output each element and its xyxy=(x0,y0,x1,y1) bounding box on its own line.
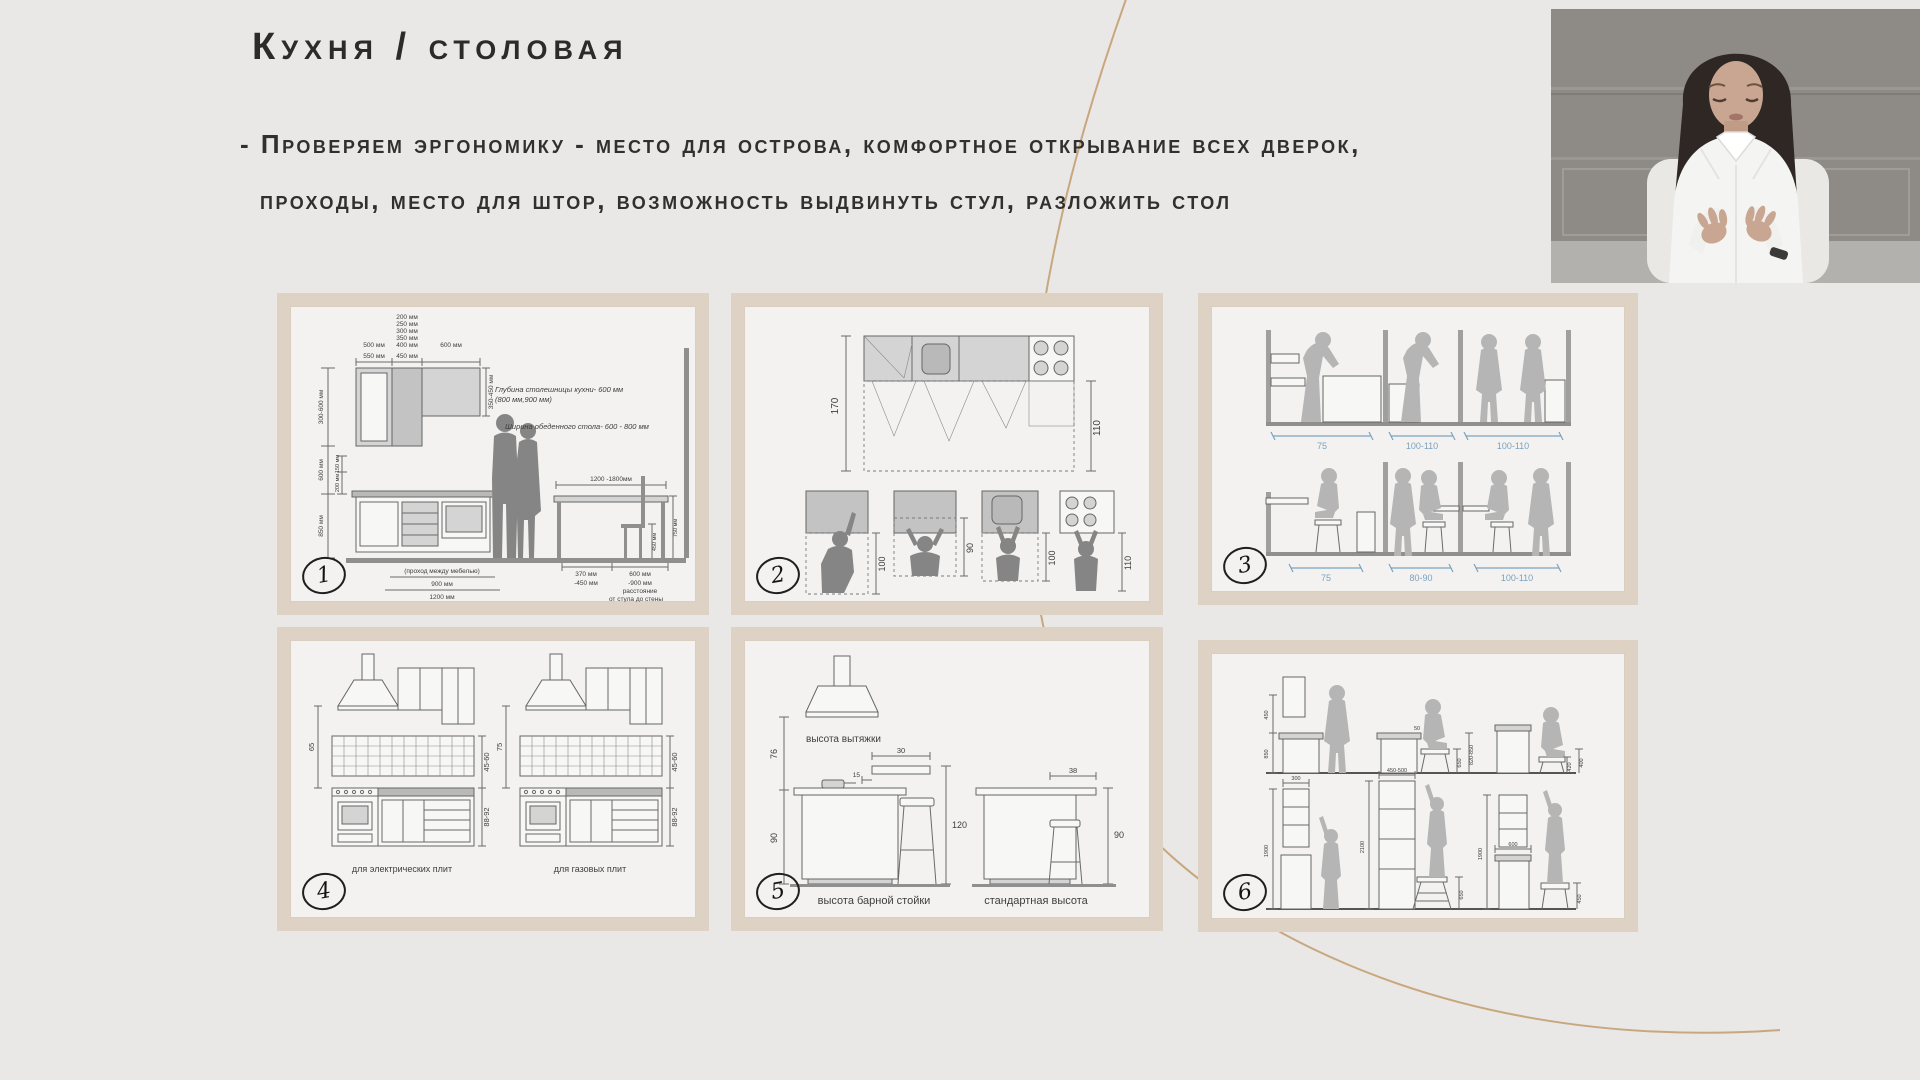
p2-door-swings xyxy=(872,381,1074,441)
diagram-panel-5 xyxy=(731,627,1163,931)
dim-label: 900 мм xyxy=(431,581,453,588)
note-counter-depth-2: (800 мм,900 мм) xyxy=(495,395,552,404)
panel-2-kitchen-plan xyxy=(744,306,1150,602)
dim-label: 450 мм xyxy=(396,353,418,360)
hood-height-label: высота вытяжки xyxy=(806,734,881,745)
p5-floor-right xyxy=(972,884,1116,887)
dim-label: 110 xyxy=(1123,555,1133,571)
dim-label: 550 мм xyxy=(363,353,385,360)
dim-label: 1900 xyxy=(1478,847,1484,861)
p5-hood xyxy=(806,656,878,717)
dim-label: 600 мм xyxy=(629,571,651,578)
dim-label: 820-850 xyxy=(1469,744,1475,766)
dim-label: 650 xyxy=(1457,758,1463,768)
dim-label: 400 xyxy=(1579,758,1585,768)
panel-number-text: 4 xyxy=(314,877,334,906)
p3-top-dim-lines xyxy=(1271,432,1563,440)
p5-island-bar xyxy=(794,752,930,884)
dim-label: 1200 мм xyxy=(429,594,455,601)
gas-stove-label: для газовых плит xyxy=(553,864,627,874)
bullet-text xyxy=(240,116,1361,228)
presenter-figure xyxy=(1669,54,1803,283)
p3-bottom-dim-lines xyxy=(1289,564,1561,572)
panel-5-bar-heights xyxy=(744,640,1150,918)
dim-label: 1200 -1800мм xyxy=(590,476,632,483)
dim-label: -450 мм xyxy=(574,580,598,587)
panel-3-paper xyxy=(1211,306,1625,592)
dim-label: 850 мм xyxy=(318,515,325,537)
p6-top-furniture xyxy=(1279,677,1565,773)
dim-label: 88-92 xyxy=(482,807,491,827)
page-title: Кухня / столовая xyxy=(252,26,629,68)
panel-number-text: 6 xyxy=(1235,878,1255,907)
p1-chair xyxy=(621,476,645,558)
panel-6-paper xyxy=(1211,653,1625,919)
dim-label: 370 мм xyxy=(575,571,597,578)
p3-bottom-figures xyxy=(1315,468,1554,556)
dim-label: 100-110 xyxy=(1500,573,1534,583)
dim-label: 450-500 xyxy=(1386,768,1408,774)
dim-label: 650 xyxy=(1459,890,1465,900)
dim-label: 400 мм xyxy=(396,342,418,349)
dim-label: 150 мм xyxy=(335,454,341,474)
dim-label: 75 xyxy=(1316,441,1328,451)
dim-label: 200 мм xyxy=(396,314,418,321)
panel-2-paper xyxy=(744,306,1150,602)
dim-label: 30 xyxy=(896,746,906,755)
diagram-panel-3 xyxy=(1198,293,1638,605)
panel-6-reach-diagrams xyxy=(1211,653,1625,919)
dim-label: 100 xyxy=(1047,550,1057,566)
dim-label: 750 мм xyxy=(673,518,679,538)
p4-electric-drawing xyxy=(314,654,486,846)
dim-label: 300 мм xyxy=(396,328,418,335)
p5-stool-dim xyxy=(941,766,951,884)
dim-label: 110 xyxy=(1092,420,1103,436)
dim-label: 200 мм xyxy=(335,473,341,493)
dist-note: от стула до стены xyxy=(608,596,664,602)
dim-label: 90 xyxy=(769,832,779,844)
diagram-panel-1 xyxy=(277,293,709,615)
panel-4-stove-elevations xyxy=(290,640,696,918)
panel-5-paper xyxy=(744,640,1150,918)
dim-label: 75 xyxy=(495,742,504,752)
p1-wall-cabinets xyxy=(356,368,480,446)
dim-label: 45-60 xyxy=(670,752,679,772)
dim-label: 100 xyxy=(877,556,887,572)
p2-station-base xyxy=(806,491,1114,594)
dim-label: 65 xyxy=(307,742,316,752)
dim-label: 100-110 xyxy=(1496,441,1530,451)
dim-label: 600 мм xyxy=(318,459,325,481)
dim-label: 120 xyxy=(952,820,968,830)
dim-label: -900 мм xyxy=(628,580,652,587)
panel-number-text: 2 xyxy=(768,561,788,590)
dim-label: 50 xyxy=(1413,726,1421,732)
diagram-panel-6 xyxy=(1198,640,1638,932)
diagram-panel-2 xyxy=(731,293,1163,615)
dim-label: 500 мм xyxy=(363,342,385,349)
p1-dist-lines xyxy=(562,563,668,571)
dim-label: 88-92 xyxy=(670,807,679,827)
p1-couple-silhouette xyxy=(492,414,541,558)
dim-label: 300-600 мм xyxy=(318,389,325,425)
dim-label: 850 xyxy=(1264,749,1270,759)
dim-label: 600 мм xyxy=(440,342,462,349)
dim-label: 1900 xyxy=(1264,844,1270,858)
dim-label: 600 xyxy=(1508,842,1518,848)
p1-base-cabinet xyxy=(352,491,494,552)
dim-label: 75 xyxy=(1320,573,1332,583)
dim-label: 45-60 xyxy=(482,752,491,772)
dim-label: 350-450 мм xyxy=(488,374,495,410)
p5-left-dim-lines xyxy=(779,717,789,884)
p4-gas-drawing xyxy=(502,654,674,846)
bullet-line-2: проходы, место для штор, возможность выдвинуть стул, разложить стол xyxy=(260,185,1232,215)
dim-label: 420 xyxy=(1567,762,1573,772)
dim-label: 2100 xyxy=(1360,840,1366,854)
dim-label: 450 xyxy=(1264,710,1270,720)
bullet-line-1: - Проверяем эргономику - место для острова, комфортное открывание всех дверок, xyxy=(240,129,1361,159)
presenter-video-frame xyxy=(1551,9,1920,283)
presenter-webcam xyxy=(1551,9,1920,283)
p5-floor-left xyxy=(790,884,950,887)
p5-standard-island xyxy=(976,772,1113,884)
standard-height-label: стандартная высота xyxy=(984,895,1088,907)
p1-floor xyxy=(346,558,686,563)
panel-3-clearance-diagrams xyxy=(1211,306,1625,592)
p1-wall xyxy=(684,348,689,558)
dim-label: 350 мм xyxy=(396,335,418,342)
panel-number-text: 1 xyxy=(314,561,334,590)
diagram-panel-4 xyxy=(277,627,709,931)
dim-label: 100-110 xyxy=(1405,441,1439,451)
dim-label: 300 xyxy=(1291,776,1301,782)
dim-label: 76 xyxy=(769,748,779,760)
bar-height-label: высота барной стойки xyxy=(817,895,931,907)
dim-label: 90 xyxy=(965,542,975,554)
dim-label: 80-90 xyxy=(1409,573,1433,583)
dim-label: 450 мм xyxy=(652,532,658,552)
p2-counter-plan xyxy=(864,336,1074,381)
note-table-width: Ширина обеденного стола- 600 - 800 мм xyxy=(505,422,649,431)
p5-bar-stool xyxy=(898,798,936,884)
panel-1-kitchen-elevation xyxy=(290,306,696,602)
dim-label: 170 xyxy=(830,397,841,415)
dim-label: 250 мм xyxy=(396,321,418,328)
pass-label: (проход между мебелью) xyxy=(404,568,480,575)
electric-stove-label: для электрических плит xyxy=(351,864,453,874)
dist-note: расстояние xyxy=(622,588,658,595)
dim-label: 90 xyxy=(1114,830,1125,840)
p1-dining-table xyxy=(554,496,668,558)
p3-bottom-walls xyxy=(1266,462,1571,556)
panel-number-text: 5 xyxy=(768,877,788,906)
panel-1-paper xyxy=(290,306,696,602)
panel-4-paper xyxy=(290,640,696,918)
dim-label: 15 xyxy=(852,772,860,779)
dim-label: 38 xyxy=(1068,766,1078,775)
panel-number-text: 3 xyxy=(1235,551,1255,580)
p6-bottom-dim-lines xyxy=(1269,771,1581,909)
note-counter-depth: Глубина столешницы кухни- 600 мм xyxy=(495,385,624,394)
dim-label: 450 xyxy=(1577,894,1583,904)
